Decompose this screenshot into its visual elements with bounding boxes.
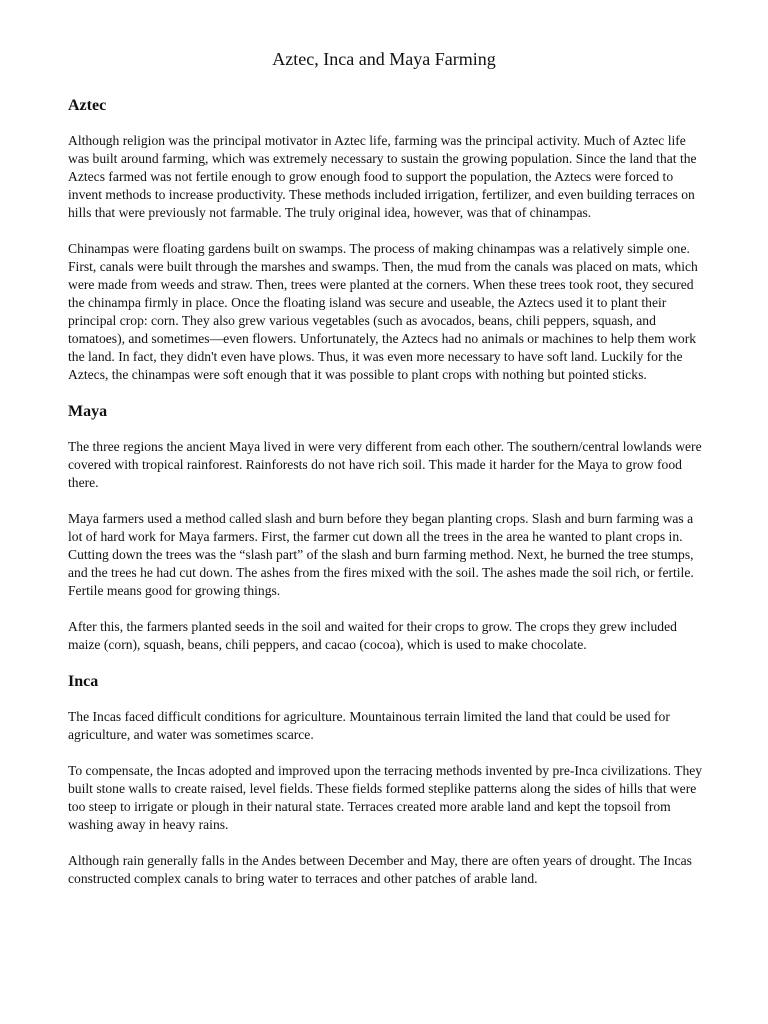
paragraph: Maya farmers used a method called slash and burn before they began planting crops. Slash and burn farming was a lot of hard work for Maya farmers. First, the farmer cut down all the trees in the area he wanted to plant crops in. Cutting down the trees was the “slash part” of the slash and burn farming method. Next, he burned the tree stumps, and the trees he had cut down. The ashes from the fires mixed with the soil. The ashes made the soil rich, or fertile. Fertile means good for growing things. [68,511,694,598]
paragraph: Although rain generally falls in the Andes between December and May, there are often years of drought. The Incas constructed complex canals to bring water to terraces and other patches of arable land. [68,853,692,886]
section-heading-inca: Inca [68,673,99,690]
paragraph: Chinampas were floating gardens built on swamps. The process of making chinampas was a relatively simple one. First, canals were built through the marshes and swamps. Then, the mud from the canals was placed on mats, which were made from weeds and straw. Then, trees were planted at the corners. When these trees took root, they secured the chinampa firmly in place. Once the floating island was secure and useable, the Aztecs used it to plant their principal crop: corn. They also grew various vegetables (such as avocados, beans, chili peppers, squash, and tomatoes), and sometimes—even flowers. Unfortunately, the Aztecs had no animals or machines to help them work the land. In fact, they didn't even have plows. Thus, it was even more necessary to have soft land. Luckily for the Aztecs, the chinampas were soft enough that it was possible to plant crops with nothing but pointed sticks. [68,241,698,382]
document-title: Aztec, Inca and Maya Farming [272,49,496,69]
section-heading-maya: Maya [68,403,108,420]
paragraph: Although religion was the principal motivator in Aztec life, farming was the principal activity. Much of Aztec life was built around farming, which was extremely necessary to sustain the growing population. Since the land that the Aztecs farmed was not fertile enough to grow enough food to support the population, the Aztecs were forced to invent methods to increase productivity. These methods included irrigation, fertilizer, and even building terraces on hills that were previously not farmable. The truly original idea, however, was that of chinampas. [68,133,697,220]
section-heading-aztec: Aztec [68,97,107,114]
section-maya [68,402,704,654]
paragraph: The Incas faced difficult conditions for agriculture. Mountainous terrain limited the land that could be used for agriculture, and water was sometimes scarce. [68,709,670,742]
paragraph: After this, the farmers planted seeds in the soil and waited for their crops to grow. The crops they grew included maize (corn), squash, beans, chili peppers, and cacao (cocoa), which is used to make chocolate. [68,619,677,652]
paragraph: The three regions the ancient Maya lived in were very different from each other. The southern/central lowlands were covered with tropical rainforest. Rainforests do not have rich soil. This made it harder for the Maya to grow food there. [68,439,702,490]
section-inca [68,672,704,888]
section-aztec [68,96,704,384]
document-body [68,96,704,906]
paragraph: To compensate, the Incas adopted and improved upon the terracing methods invented by pre-Inca civilizations. They built stone walls to create raised, level fields. These fields formed steplike patterns along the sides of hills that were too steep to irrigate or plough in their natural state. Terraces created more arable land and kept the topsoil from washing away in heavy rains. [68,763,703,832]
